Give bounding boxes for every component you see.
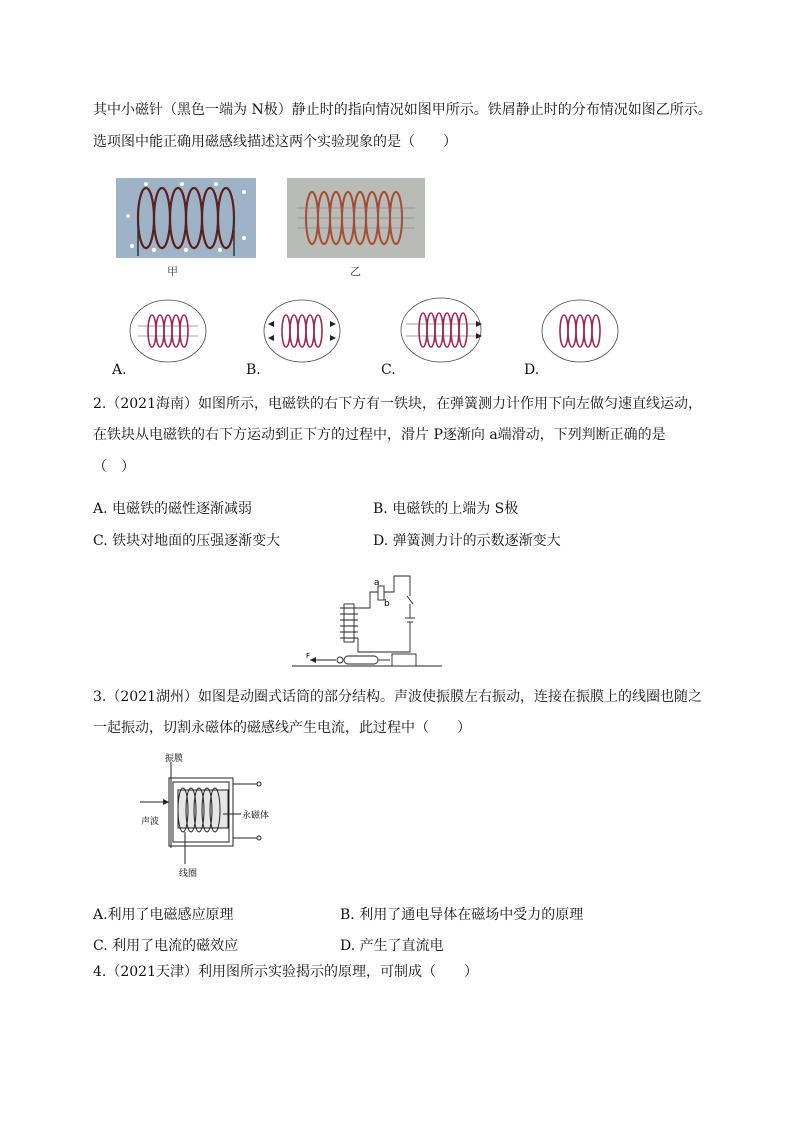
q2-electromagnet-diagram bbox=[292, 570, 442, 670]
photo-jia-caption: 甲 bbox=[167, 265, 178, 278]
q1-option-a-label[interactable]: A. bbox=[112, 362, 127, 378]
label-a: a bbox=[374, 578, 380, 588]
photo-yi bbox=[287, 178, 425, 258]
q2-option-b[interactable]: B. 电磁铁的上端为 S极 bbox=[373, 501, 519, 517]
q2-option-c[interactable]: C. 铁块对地面的压强逐渐变大 bbox=[93, 533, 281, 549]
q2-text-line2: 在铁块从电磁铁的右下方运动到正下方的过程中，滑片 P逐渐向 a端滑动，下列判断正确的是 bbox=[93, 427, 666, 443]
q1-text-line2: 选项图中能正确用磁感线描述这两个实验现象的是（ ） bbox=[93, 134, 457, 150]
q2-text-line3: （ ） bbox=[93, 459, 135, 475]
option-b-diagram bbox=[262, 296, 342, 366]
photo-jia bbox=[116, 178, 256, 258]
label-sound-wave: 声波 bbox=[141, 817, 160, 827]
q1-option-d-label[interactable]: D. bbox=[524, 362, 540, 378]
q3-option-c[interactable]: C. 利用了电流的磁效应 bbox=[93, 938, 239, 954]
q3-option-b[interactable]: B. 利用了通电导体在磁场中受力的原理 bbox=[340, 907, 584, 923]
label-force: F bbox=[306, 652, 311, 660]
option-c-diagram bbox=[398, 294, 484, 366]
q1-text-line1: 其中小磁针（黑色一端为 N极）静止时的指向情况如图甲所示。铁屑静止时的分布情况如图乙所示。 bbox=[93, 102, 712, 118]
photo-yi-caption: 乙 bbox=[350, 265, 361, 278]
q3-option-d[interactable]: D. 产生了直流电 bbox=[340, 938, 444, 954]
q2-option-d[interactable]: D. 弹簧测力计的示数逐渐变大 bbox=[373, 533, 561, 549]
label-b: b bbox=[384, 599, 390, 609]
q3-option-a[interactable]: A.利用了电磁感应原理 bbox=[93, 907, 234, 923]
option-a-diagram bbox=[128, 296, 208, 366]
q1-option-b-label[interactable]: B. bbox=[246, 362, 261, 378]
label-magnet: 永磁体 bbox=[242, 811, 270, 821]
option-d-diagram bbox=[540, 296, 620, 366]
q2-option-a[interactable]: A. 电磁铁的磁性逐渐减弱 bbox=[93, 501, 253, 517]
q3-text-line1: 3.（2021湖州）如图是动圈式话筒的部分结构。声波使振膜左右振动，连接在振膜上的线圈也随之 bbox=[93, 689, 702, 705]
q2-text-line1: 2.（2021海南）如图所示，电磁铁的右下方有一铁块，在弹簧测力计作用下向左做匀速直线运动， bbox=[93, 396, 702, 412]
q3-text-line2: 一起振动，切割永磁体的磁感线产生电流，此过程中（ ） bbox=[93, 720, 471, 736]
label-coil: 线圈 bbox=[179, 869, 198, 879]
q4-text-line1: 4.（2021天津）利用图所示实验揭示的原理，可制成（ ） bbox=[93, 964, 478, 980]
q3-microphone-diagram bbox=[135, 752, 280, 880]
q1-option-c-label[interactable]: C. bbox=[381, 362, 396, 378]
label-membrane: 振膜 bbox=[165, 754, 184, 764]
